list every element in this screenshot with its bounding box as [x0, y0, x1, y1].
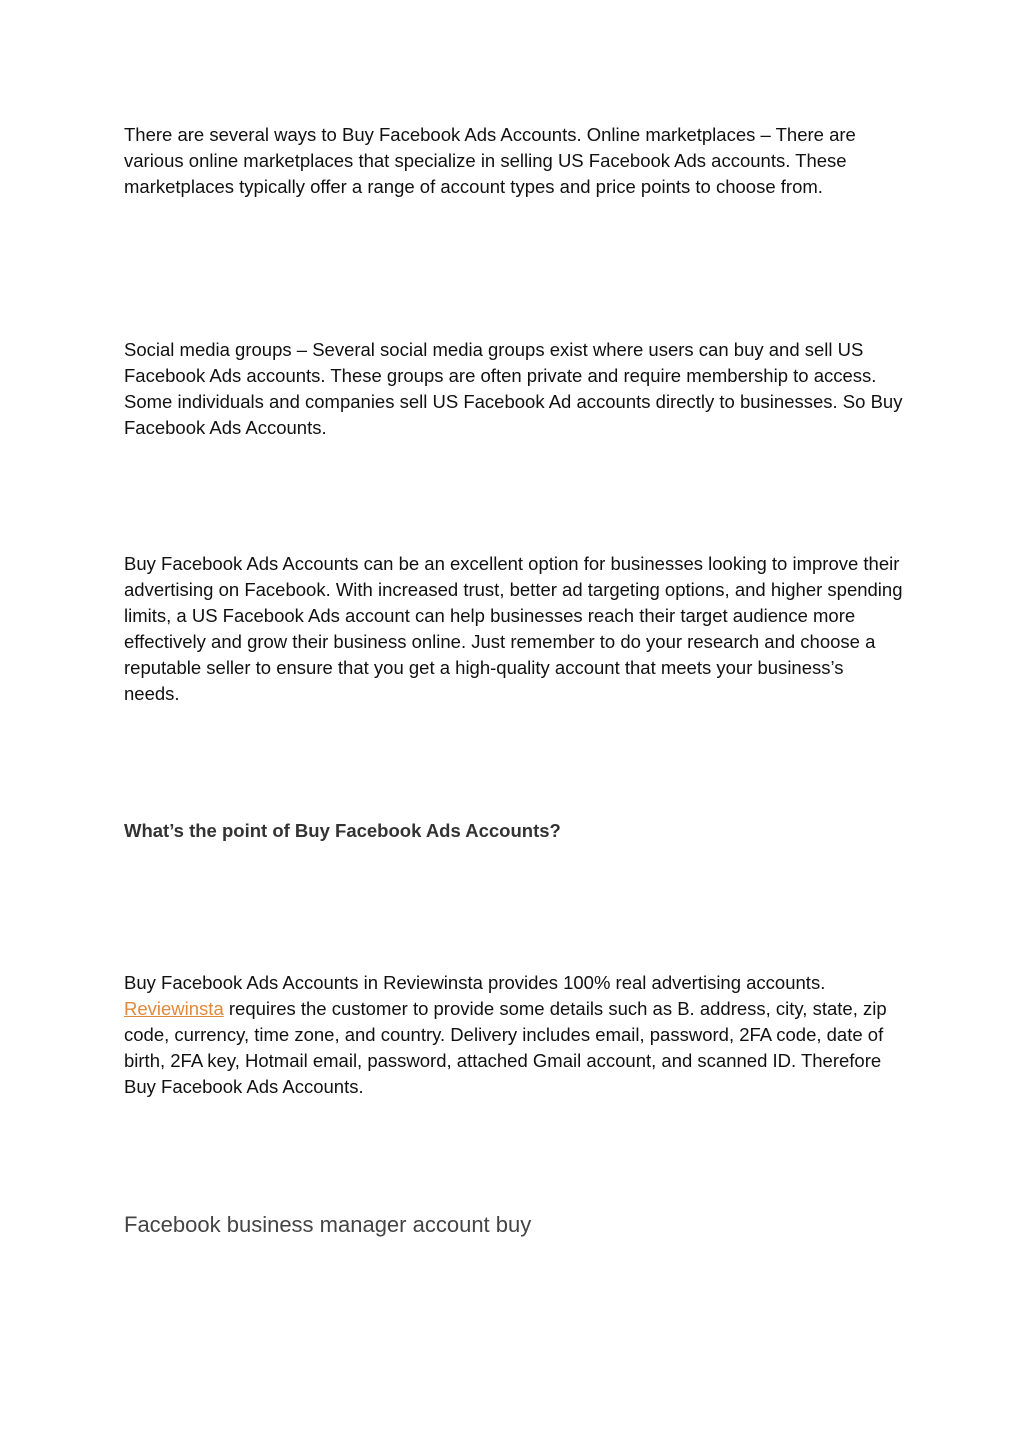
paragraph-reviewinsta [124, 970, 904, 1100]
paragraph-reviewinsta-start: Buy Facebook Ads Accounts in Reviewinsta provides 100% real advertising accounts. [124, 972, 826, 993]
document-page [124, 0, 904, 1446]
reviewinsta-link[interactable]: Reviewinsta [124, 998, 224, 1019]
paragraph-reviewinsta-end: requires the customer to provide some details such as B. address, city, state, zip code, currency, time zone, and country. Delivery includes email, password, 2FA code, date of birth, 2FA key, Hotmail email, password, attached Gmail account, and scanned ID. Therefore Buy Facebook Ads Accounts. [124, 998, 887, 1097]
heading-whats-the-point: What’s the point of Buy Facebook Ads Accounts? [124, 820, 561, 841]
paragraph-ways-to-buy: There are several ways to Buy Facebook Ads Accounts. Online marketplaces – There are various online marketplaces that specialize in selling US Facebook Ads accounts. These marketplaces typically offer a range of account types and price points to choose from. [124, 124, 856, 197]
heading-business-manager: Facebook business manager account buy [124, 1212, 532, 1237]
paragraph-social-media-groups: Social media groups – Several social media groups exist where users can buy and sell US Facebook Ads accounts. These groups are often private and require membership to access. Some individuals and companies sell US Facebook Ad accounts directly to businesses. So Buy Facebook Ads Accounts. [124, 339, 903, 438]
paragraph-excellent-option: Buy Facebook Ads Accounts can be an excellent option for businesses looking to improve their advertising on Facebook. With increased trust, better ad targeting options, and higher spending limits, a US Facebook Ads account can help businesses reach their target audience more effectively and grow their business online. Just remember to do your research and choose a reputable seller to ensure that you get a high-quality account that meets your business’s needs. [124, 553, 903, 704]
